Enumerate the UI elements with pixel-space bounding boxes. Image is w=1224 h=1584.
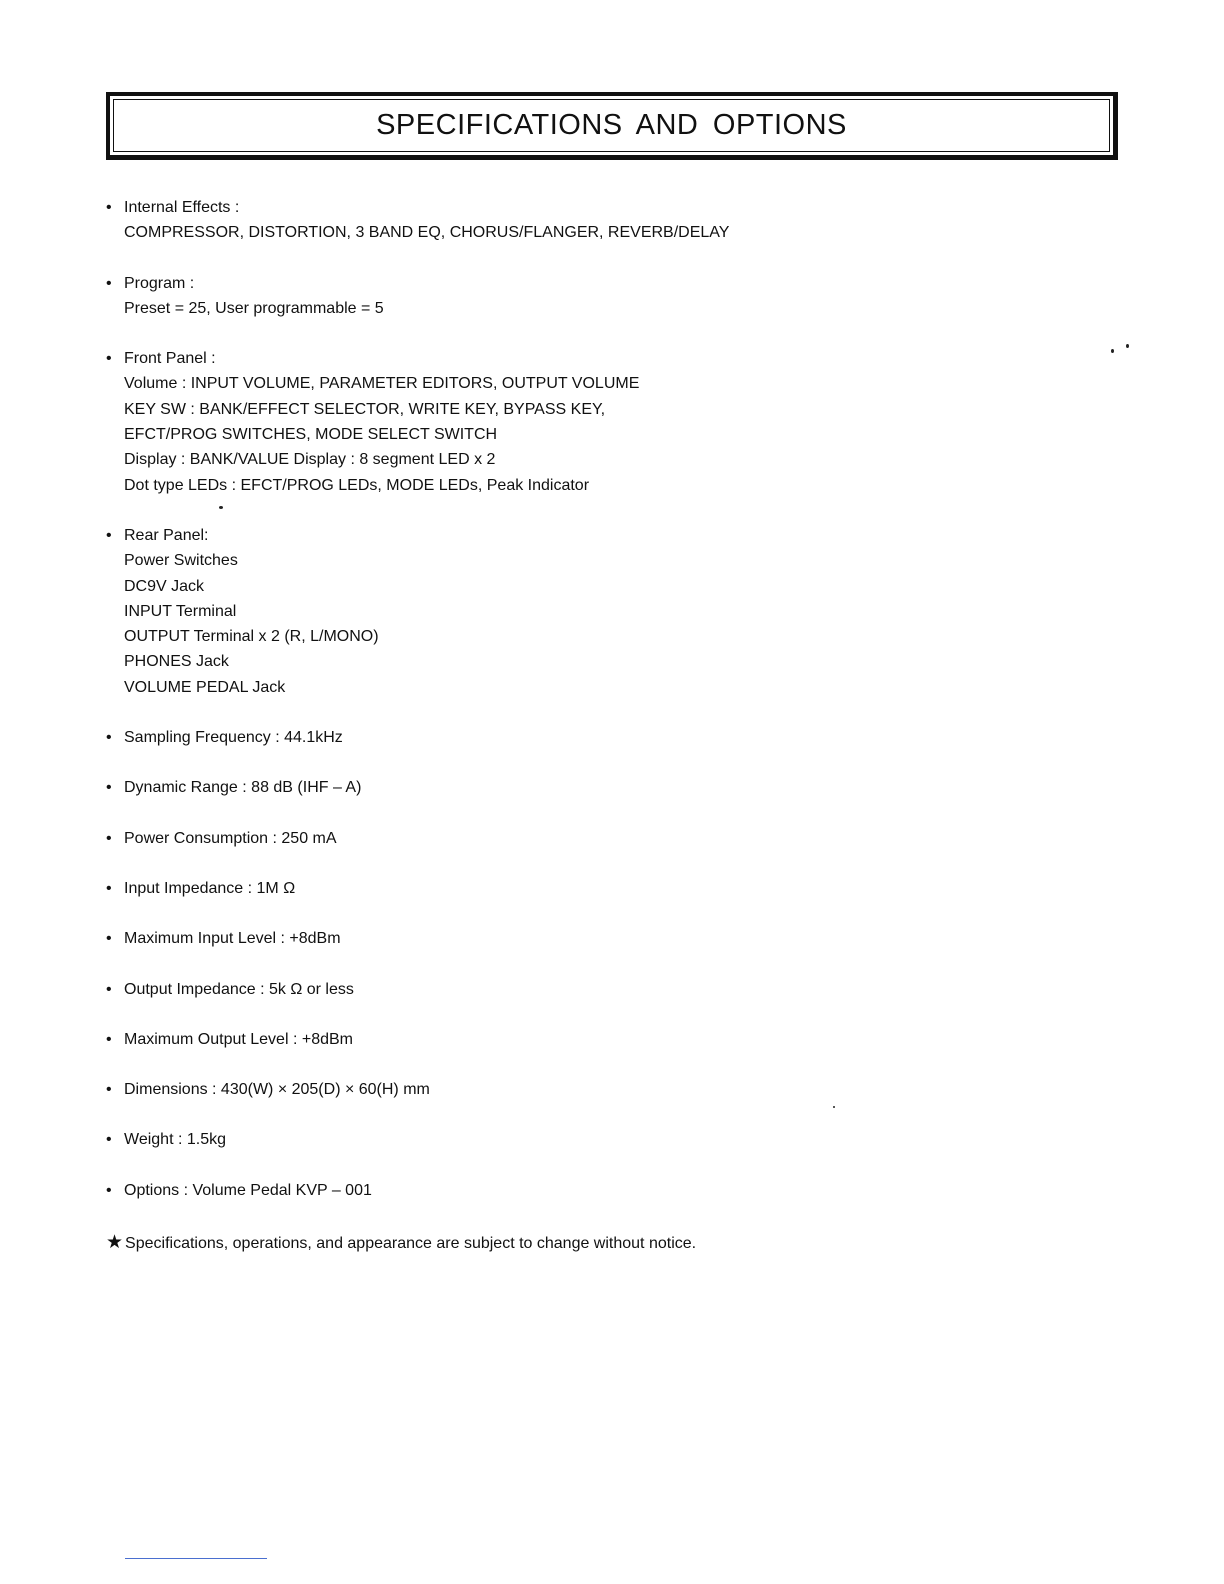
spec-value: Preset = 25, User programmable = 5 <box>124 299 384 317</box>
spec-rear-panel <box>104 523 1104 700</box>
spec-line: VOLUME PEDAL Jack <box>124 678 286 696</box>
scan-speck <box>1126 344 1129 348</box>
spec-power-consumption <box>104 826 1104 851</box>
spec-front-panel <box>104 346 1104 498</box>
page-title: SPECIFICATIONS AND OPTIONS <box>376 109 847 141</box>
bullet: • <box>106 980 112 998</box>
spec-weight <box>104 1127 1104 1152</box>
spec-value: Options : Volume Pedal KVP – 001 <box>124 1181 372 1199</box>
bullet: • <box>106 1181 112 1199</box>
scan-speck <box>1111 349 1114 353</box>
spec-line: Dot type LEDs : EFCT/PROG LEDs, MODE LEDs, Peak Indicator <box>124 476 590 494</box>
bullet: • <box>106 879 112 897</box>
footer-rule <box>125 1558 267 1559</box>
spec-line: Volume : INPUT VOLUME, PARAMETER EDITORS, OUTPUT VOLUME <box>124 375 640 393</box>
spec-value: Weight : 1.5kg <box>124 1131 226 1149</box>
spec-max-output-level <box>104 1027 1104 1052</box>
bullet: • <box>106 1030 112 1048</box>
title-frame <box>106 92 1118 160</box>
spec-sampling-frequency <box>104 725 1104 750</box>
spec-line: EFCT/PROG SWITCHES, MODE SELECT SWITCH <box>124 426 498 444</box>
spec-dynamic-range <box>104 775 1104 800</box>
spec-value: Power Consumption : 250 mA <box>124 829 337 847</box>
spec-value: Dynamic Range : 88 dB (IHF – A) <box>124 779 362 797</box>
title-frame-inner <box>113 99 1110 152</box>
spec-line: KEY SW : BANK/EFFECT SELECTOR, WRITE KEY, BYPASS KEY, <box>124 400 606 418</box>
spec-program <box>104 271 1104 322</box>
bullet: • <box>106 526 112 544</box>
spec-list <box>104 195 1104 1203</box>
spec-line: PHONES Jack <box>124 653 229 671</box>
spec-max-input-level <box>104 926 1104 951</box>
bullet: • <box>106 729 112 747</box>
spec-internal-effects <box>104 195 1104 246</box>
spec-line: Power Switches <box>124 552 238 570</box>
scan-speck <box>219 506 223 509</box>
spec-value: Dimensions : 430(W) × 205(D) × 60(H) mm <box>124 1081 430 1099</box>
spec-input-impedance <box>104 876 1104 901</box>
spec-value: Sampling Frequency : 44.1kHz <box>124 729 343 747</box>
spec-line: DC9V Jack <box>124 577 205 595</box>
spec-value: Output Impedance : 5k Ω or less <box>124 980 354 998</box>
spec-dimensions <box>104 1077 1104 1102</box>
bullet: • <box>106 779 112 797</box>
spec-output-impedance <box>104 977 1104 1002</box>
spec-value: Input Impedance : 1M Ω <box>124 879 296 897</box>
bullet: • <box>106 829 112 847</box>
disclaimer-text: Specifications, operations, and appearance are subject to change without notice. <box>125 1235 697 1252</box>
spec-label: Front Panel : <box>124 350 216 368</box>
spec-options <box>104 1178 1104 1203</box>
bullet: • <box>106 350 112 368</box>
spec-value: Maximum Output Level : +8dBm <box>124 1030 353 1048</box>
spec-value: COMPRESSOR, DISTORTION, 3 BAND EQ, CHORUS/FLANGER, REVERB/DELAY <box>124 224 730 242</box>
scan-speck <box>833 1106 835 1108</box>
spec-line: Display : BANK/VALUE Display : 8 segment LED x 2 <box>124 451 496 469</box>
bullet: • <box>106 1131 112 1149</box>
spec-line: INPUT Terminal <box>124 602 237 620</box>
spec-label: Program : <box>124 274 195 292</box>
disclaimer-note <box>106 1230 696 1256</box>
spec-label: Internal Effects : <box>124 199 240 216</box>
bullet: • <box>106 199 112 216</box>
spec-value: Maximum Input Level : +8dBm <box>124 930 341 948</box>
bullet: • <box>106 274 112 292</box>
bullet: • <box>106 930 112 948</box>
bullet: • <box>106 1081 112 1099</box>
star-icon: ★ <box>106 1232 124 1253</box>
spec-line: OUTPUT Terminal x 2 (R, L/MONO) <box>124 628 379 646</box>
spec-label: Rear Panel: <box>124 526 209 544</box>
